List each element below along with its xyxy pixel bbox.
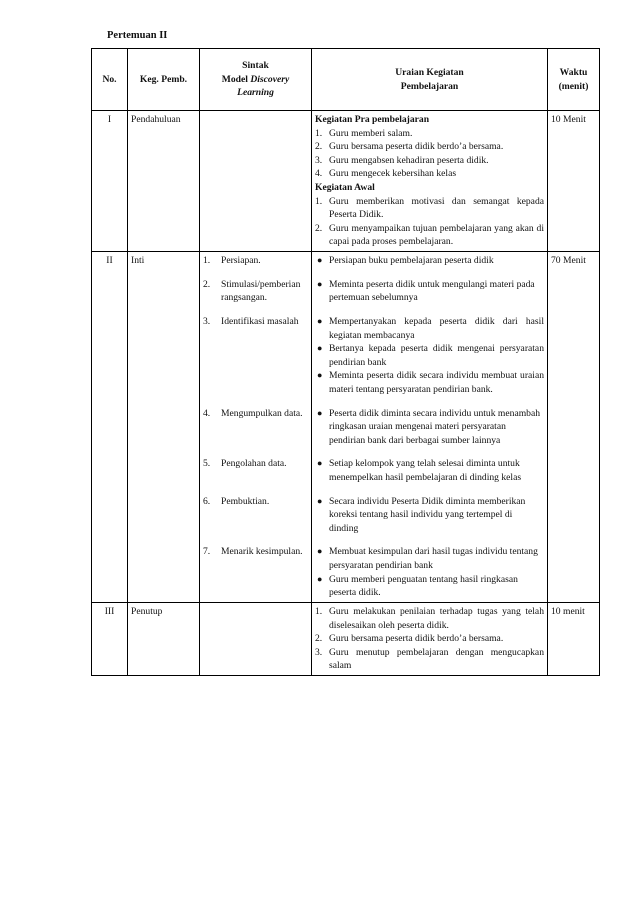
header-no: No. xyxy=(92,49,128,111)
section-title: Pertemuan II xyxy=(107,30,168,41)
list-item: 2. Guru bersama peserta didik berdo’a bersama. xyxy=(315,141,504,153)
row-penutup-waktu: 10 menit xyxy=(548,602,600,675)
header-waktu xyxy=(548,49,600,111)
list-item: 1. Guru memberi salam. xyxy=(315,127,413,139)
penutup-list xyxy=(315,605,544,673)
sintak-step-7: 7. Menarik kesimpulan. xyxy=(200,543,312,602)
uraian-step-2 xyxy=(312,276,548,313)
sintak-step-2: 2. Stimulasi/pemberian rangsangan. xyxy=(200,276,312,313)
header-sintak-line1: Sintak xyxy=(242,60,269,72)
uraian-step-4 xyxy=(312,405,548,456)
uraian-step-6 xyxy=(312,493,548,544)
list-item: 3. Guru menutup pembelajaran dengan mengucapkan salam xyxy=(315,646,544,672)
row-pendahuluan xyxy=(92,111,600,252)
header-keg: Keg. Pemb. xyxy=(128,49,200,111)
row-inti-no: II xyxy=(92,252,128,603)
row-penutup xyxy=(92,602,600,675)
row-penutup-sintak xyxy=(200,602,312,675)
row-inti-waktu: 70 Menit xyxy=(548,252,600,603)
sintak-step-5: 5. Pengolahan data. xyxy=(200,455,312,492)
row-pendahuluan-sintak xyxy=(200,111,312,252)
pra-pembelajaran-list xyxy=(315,127,544,181)
list-item: ● Persiapan buku pembelajaran peserta didik xyxy=(317,255,494,267)
header-sintak-discovery: Discovery xyxy=(250,73,290,85)
list-item: ● Setiap kelompok yang telah selesai diminta untuk menempelkan hasil pembelajaran di dinding kelas xyxy=(317,458,522,484)
list-item: ● Bertanya kepada peserta didik mengenai persyaratan pendirian bank xyxy=(317,343,544,368)
kegiatan-awal-list xyxy=(315,195,544,249)
header-sintak xyxy=(200,49,312,111)
sintak-step-6: 6. Pembuktian. xyxy=(200,493,312,544)
sintak-step-3: 3. Identifikasi masalah xyxy=(200,313,312,405)
list-item: 1. Guru melakukan penilaian terhadap tugas yang telah diselesaikan oleh peserta didik. xyxy=(315,605,544,631)
header-waktu-line2: (menit) xyxy=(558,80,589,92)
header-uraian-line2: Pembelajaran xyxy=(400,80,459,92)
list-item: ● Secara individu Peserta Didik diminta memberikan koreksi tentang hasil individu yang tertempel di dinding xyxy=(317,495,526,534)
row-penutup-keg: Penutup xyxy=(128,602,200,675)
uraian-step-7 xyxy=(312,543,548,602)
list-item: 3. Guru mengabsen kehadiran peserta didik. xyxy=(315,154,489,166)
row-pendahuluan-keg: Pendahuluan xyxy=(128,111,200,252)
list-item: ● Meminta peserta didik untuk mengulangi materi pada pertemuan sebelumnya xyxy=(317,278,535,304)
header-uraian-line1: Uraian Kegiatan xyxy=(395,66,464,78)
row-inti xyxy=(92,252,600,276)
header-sintak-line3: Learning xyxy=(237,87,274,99)
list-item: ● Meminta peserta didik secara individu membuat uraian materi tentang persyaratan pendirian bank. xyxy=(317,370,544,395)
list-item: ● Mempertanyakan kepada peserta didik dari hasil kegiatan membacanya xyxy=(317,315,544,341)
uraian-step-1 xyxy=(312,252,548,276)
row-pendahuluan-uraian xyxy=(312,111,548,252)
sintak-step-4: 4. Mengumpulkan data. xyxy=(200,405,312,456)
header-sintak-line2 xyxy=(203,73,308,87)
uraian-step-5 xyxy=(312,455,548,492)
list-item: ● Membuat kesimpulan dari hasil tugas individu tentang persyaratan pendirian bank xyxy=(317,546,538,572)
row-pendahuluan-waktu: 10 Menit xyxy=(548,111,600,252)
row-pendahuluan-no: I xyxy=(92,111,128,252)
list-item: 2. Guru bersama peserta didik berdo’a bersama. xyxy=(315,633,504,645)
header-waktu-line1: Waktu xyxy=(559,66,588,78)
list-item: 4. Guru mengecek kebersihan kelas xyxy=(315,168,457,180)
table-header-row xyxy=(92,49,600,111)
header-uraian xyxy=(312,49,548,111)
list-item: ● Guru memberi penguatan tentang hasil ringkasan peserta didik. xyxy=(317,573,518,599)
list-item: ● Peserta didik diminta secara individu untuk menambah ringkasan uraian mengenai materi persyaratan pendirian bank dari berbagai sumber lainnya xyxy=(317,407,541,446)
uraian-step-3 xyxy=(312,313,548,405)
kegiatan-awal-title: Kegiatan Awal xyxy=(315,182,375,194)
row-penutup-uraian xyxy=(312,602,548,675)
list-item: 1. Guru memberikan motivasi dan semangat kepada Peserta Didik. xyxy=(315,195,544,221)
row-penutup-no: III xyxy=(92,602,128,675)
sintak-step-1: 1. Persiapan. xyxy=(200,252,312,276)
row-inti-keg: Inti xyxy=(128,252,200,603)
list-item: 2. Guru menyampaikan tujuan pembelajaran yang akan di capai pada proses pembelajaran. xyxy=(315,222,544,248)
header-sintak-model: Model xyxy=(221,73,251,85)
lesson-plan-table xyxy=(91,48,600,676)
pra-pembelajaran-title: Kegiatan Pra pembelajaran xyxy=(315,114,430,125)
